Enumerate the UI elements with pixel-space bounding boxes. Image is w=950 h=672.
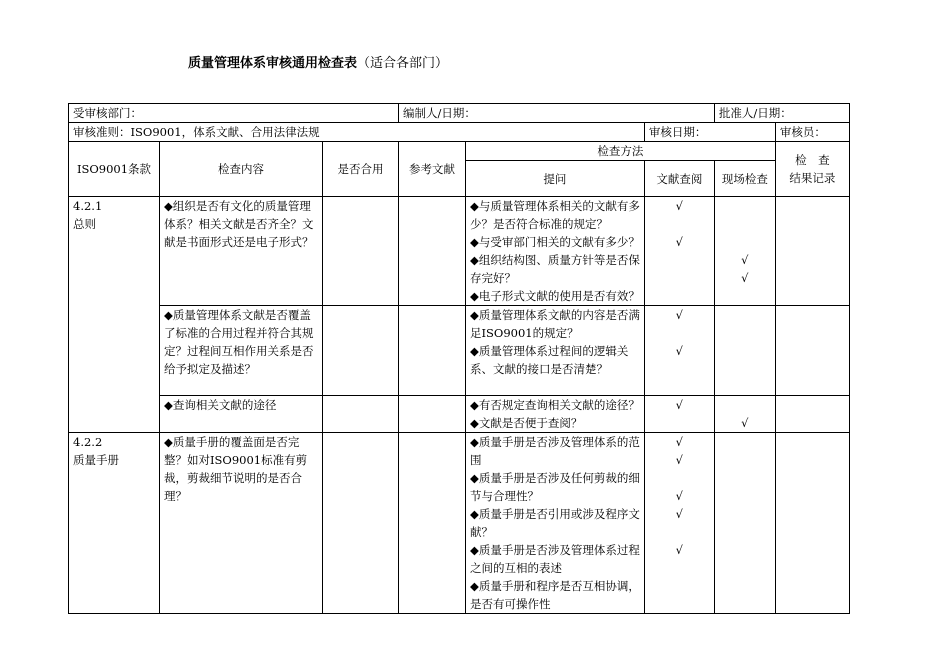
header-content: 检查内容 [160,142,323,197]
header-result-line1: 检 查 [795,153,830,167]
reference-cell [399,396,466,433]
result-cell [775,396,849,433]
question-line: 少？是否符合标准的规定？ [470,217,608,231]
check-mark [645,287,714,305]
question-line: ◆质量手册是否涉及管理体系过程 [470,543,640,557]
question-line: ◆与受审部门相关的文献有多少？ [470,235,640,249]
page-title [188,52,448,71]
content-text: ◆查询相关文献的途径 [164,398,277,412]
question-cell [466,197,645,306]
auditor-label: 审核员： [779,125,826,139]
reference-cell [399,197,466,306]
check-mark: √ [675,435,683,449]
site-check-cell [714,197,775,306]
check-mark: √ [675,507,683,521]
approver-label: 批准人/日期： [718,106,792,120]
dept-cell [69,104,399,123]
question-line: ◆质量手册是否涉及管理体系的范 [470,435,640,449]
check-mark [645,251,714,269]
editor-cell [399,104,715,123]
question-cell [466,396,645,433]
applicable-cell [323,197,399,306]
result-cell [775,433,849,614]
reference-cell [399,306,466,396]
content-cell [160,433,323,614]
check-mark: √ [675,235,683,249]
check-mark [645,523,714,541]
result-cell [775,197,849,306]
check-mark [645,469,714,487]
check-mark [715,197,775,215]
title-main: 质量管理体系审核通用检查表 [188,56,358,71]
header-row-1 [69,142,850,161]
clause-cell [69,197,160,433]
question-line: 围 [470,453,482,467]
check-mark: √ [675,489,683,503]
applicable-cell [323,396,399,433]
criteria-label: 审核准则：ISO9001，体系文献、合用法律法规 [73,125,320,139]
question-line: ◆质量管理体系文献的内容是否满 [470,308,640,322]
info-row-1 [69,104,850,123]
audit-date-label: 审核日期： [648,125,707,139]
title-sub: （适合各部门） [357,56,449,71]
check-mark [645,215,714,233]
question-line: 存完好？ [470,271,516,285]
doc-review-cell [644,396,714,433]
site-check-cell [714,306,775,396]
content-text: ◆质量管理体系文献是否覆盖了标准的合用过程并符合其规定？过程间互相作用关系是否给予拟定及描述？ [164,308,314,376]
applicable-cell [323,306,399,396]
auditor-cell [775,123,849,142]
header-doc-review: 文献查阅 [644,161,714,197]
clause-name: 质量手册 [73,453,119,467]
header-question: 提问 [466,161,645,197]
header-method: 检查方法 [466,142,776,161]
check-mark: √ [675,344,683,358]
site-check-cell [714,433,775,614]
question-line: ◆与质量管理体系相关的文献有多 [470,199,640,213]
content-cell [160,197,323,306]
table-row [69,306,850,396]
question-line: 节与合理性？ [470,489,539,503]
check-mark: √ [741,253,749,267]
question-cell [466,306,645,396]
question-line: 足ISO9001的规定？ [470,326,579,340]
question-line: 献？ [470,525,493,539]
table-row [69,433,850,614]
question-line: ◆文献是否便于查阅？ [470,416,583,430]
content-cell [160,306,323,396]
table-row [69,396,850,433]
audit-date-cell [644,123,775,142]
question-line: ◆质量手册是否涉及任何剪裁的细 [470,471,640,485]
check-mark: √ [741,271,749,285]
content-text: ◆质量手册的覆盖面是否完整？如对ISO9001标准有剪裁，剪裁细节说明的是否合理？ [164,435,308,503]
header-clause: ISO9001条款 [69,142,160,197]
question-line: ◆质量管理体系过程间的逻辑关 [470,344,629,358]
result-cell [775,306,849,396]
question-line: 是否有可操作性 [470,597,551,611]
question-cell [466,433,645,614]
check-mark: √ [741,416,749,430]
check-mark: √ [675,199,683,213]
question-line: ◆电子形式文献的使用是否有效？ [470,289,640,303]
check-mark [715,287,775,305]
clause-number: 4.2.1 [73,199,103,213]
check-mark: √ [675,308,683,322]
editor-label: 编制人/日期： [403,106,476,120]
approver-cell [714,104,849,123]
question-line: 系、文献的接口是否清楚？ [470,362,608,376]
check-mark [715,233,775,251]
header-applicable: 是否合用 [323,142,399,197]
check-mark [645,269,714,287]
question-line: ◆质量手册和程序是否互相协调， [470,579,640,593]
check-mark: √ [675,543,683,557]
doc-review-cell [644,197,714,306]
reference-cell [399,433,466,614]
table-row [69,197,850,306]
header-reference: 参考文献 [399,142,466,197]
header-result-line2: 结果记录 [789,171,836,185]
check-mark [645,414,714,432]
doc-review-cell [644,433,714,614]
clause-cell [69,433,160,614]
question-line: ◆组织结构图、质量方针等是否保 [470,253,640,267]
dept-label: 受审核部门： [73,106,142,120]
check-mark [715,396,775,414]
criteria-cell [69,123,645,142]
check-mark [715,215,775,233]
content-text: ◆组织是否有文化的质量管理体系？相关文献是否齐全？文献是书面形式还是电子形式？ [164,199,314,249]
clause-number: 4.2.2 [73,435,103,449]
audit-checklist-table [68,103,850,614]
info-row-2 [69,123,850,142]
header-result [775,142,849,197]
check-mark: √ [675,398,683,412]
check-mark: √ [675,453,683,467]
doc-review-cell [644,306,714,396]
applicable-cell [323,433,399,614]
clause-name: 总则 [73,217,96,231]
question-line: 之间的互相的表述 [470,561,562,575]
header-site-check: 现场检查 [714,161,775,197]
content-cell [160,396,323,433]
check-mark [645,360,714,378]
question-line: ◆有否规定查询相关文献的途径？ [470,398,640,412]
check-mark [645,324,714,342]
site-check-cell [714,396,775,433]
question-line: ◆质量手册是否引用或涉及程序文 [470,507,640,521]
